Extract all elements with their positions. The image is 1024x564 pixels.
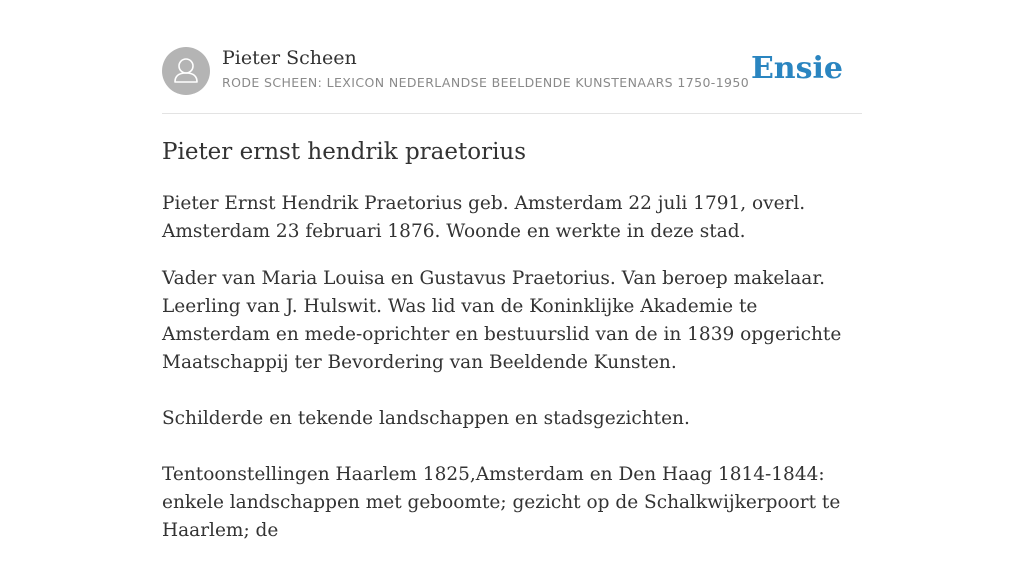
source-publication[interactable]: RODE SCHEEN: LEXICON NEDERLANDSE BEELDENDE KUNSTENAARS 1750-1950 xyxy=(222,75,750,90)
article-body xyxy=(162,190,862,564)
user-avatar-icon[interactable] xyxy=(162,47,210,95)
article-paragraph-4: Tentoonstellingen Haarlem 1825,Amsterdam en Den Haag 1814-1844: enkele landschappen met geboomte; gezicht op de Schalkwijkerpoort te Haarlem; de xyxy=(162,464,841,541)
ensie-logo[interactable]: Ensie xyxy=(750,51,843,86)
article-title: Pieter ernst hendrik praetorius xyxy=(162,139,527,165)
author-name[interactable]: Pieter Scheen xyxy=(222,47,357,69)
article-paragraph-3: Schilderde en tekende landschappen en stadsgezichten. xyxy=(162,408,690,429)
article-header xyxy=(162,45,862,114)
article-paragraph-2: Vader van Maria Louisa en Gustavus Praetorius. Van beroep makelaar. Leerling van J. Hulswit. Was lid van de Koninklijke Akademie te Amsterdam en mede-oprichter en bestuurslid van de in 1839 opgerichte Maatschappij ter Bevordering van Beeldende Kunsten. xyxy=(162,268,842,373)
article-paragraph-1: Pieter Ernst Hendrik Praetorius geb. Amsterdam 22 juli 1791, overl. Amsterdam 23 februari 1876. Woonde en werkte in deze stad. xyxy=(162,193,806,242)
